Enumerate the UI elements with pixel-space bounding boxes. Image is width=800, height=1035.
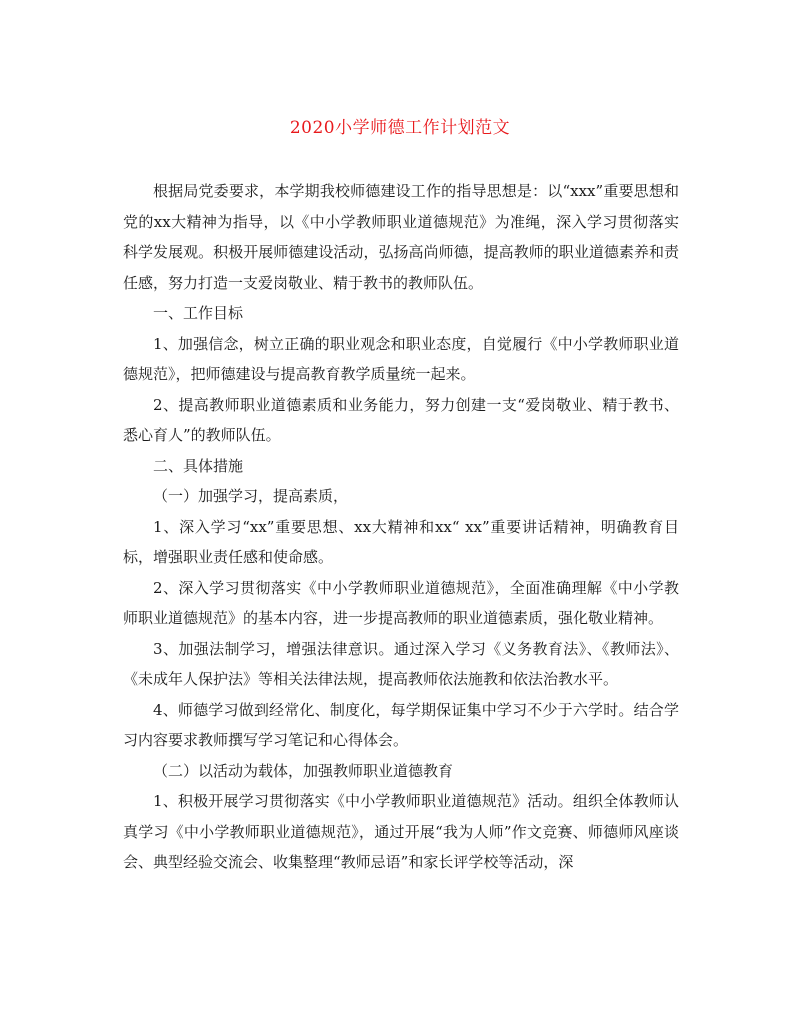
- heading-work-goals: 一、工作目标: [153, 304, 244, 322]
- paragraph-study-2: 2、深入学习贯彻落实《中小学教师职业道德规范》，全面准确理解《中小学教师职业道德规范》的基本内容，进一步提高教师的职业道德素质，强化敬业精神。: [123, 578, 679, 627]
- subheading-activities: （二）以活动为载体，加强教师职业道德教育: [153, 761, 454, 780]
- paragraph-study-3: 3、加强法制学习，增强法律意识。通过深入学习《义务教育法》、《教师法》、《未成年人保护法》等相关法律法规，提高教师依法施教和依法治教水平。: [123, 639, 679, 688]
- paragraph-study-4: 4、师德学习做到经常化、制度化，每学期保证集中学习不少于六学时。结合学习内容要求教师撰写学习笔记和心得体会。: [123, 700, 679, 749]
- paragraph-intro: 根据局党委要求，本学期我校师德建设工作的指导思想是：以“xxx”重要思想和党的xx大精神为指导，以《中小学教师职业道德规范》为准绳，深入学习贯彻落实科学发展观。积极开展师德建设活动，弘扬高尚师德，提高教师的职业道德素养和责任感，努力打造一支爱岗敬业、精于教书的教师队伍。: [123, 182, 679, 292]
- document-title: 2020小学师德工作计划范文: [289, 118, 511, 138]
- paragraph-activities-1: 1、积极开展学习贯彻落实《中小学教师职业道德规范》活动。组织全体教师认真学习《中小学教师职业道德规范》，通过开展“我为人师”作文竞赛、师德师风座谈会、典型经验交流会、收集整理“教师忌语”和家长评学校等活动，深: [123, 792, 679, 871]
- paragraph-goal-1: 1、加强信念，树立正确的职业观念和职业态度，自觉履行《中小学教师职业道德规范》，把师德建设与提高教育教学质量统一起来。: [123, 334, 679, 383]
- subheading-study: （一）加强学习，提高素质，: [153, 487, 349, 505]
- paragraph-study-1: 1、深入学习“xx”重要思想、xx大精神和xx“ xx”重要讲话精神，明确教育目标，增强职业责任感和使命感。: [123, 517, 679, 566]
- heading-measures: 二、具体措施: [153, 456, 244, 475]
- document-body: [123, 176, 679, 878]
- paragraph-goal-2: 2、提高教师职业道德素质和业务能力，努力创建一支“爱岗敬业、精于教书、悉心育人”的教师队伍。: [123, 395, 679, 444]
